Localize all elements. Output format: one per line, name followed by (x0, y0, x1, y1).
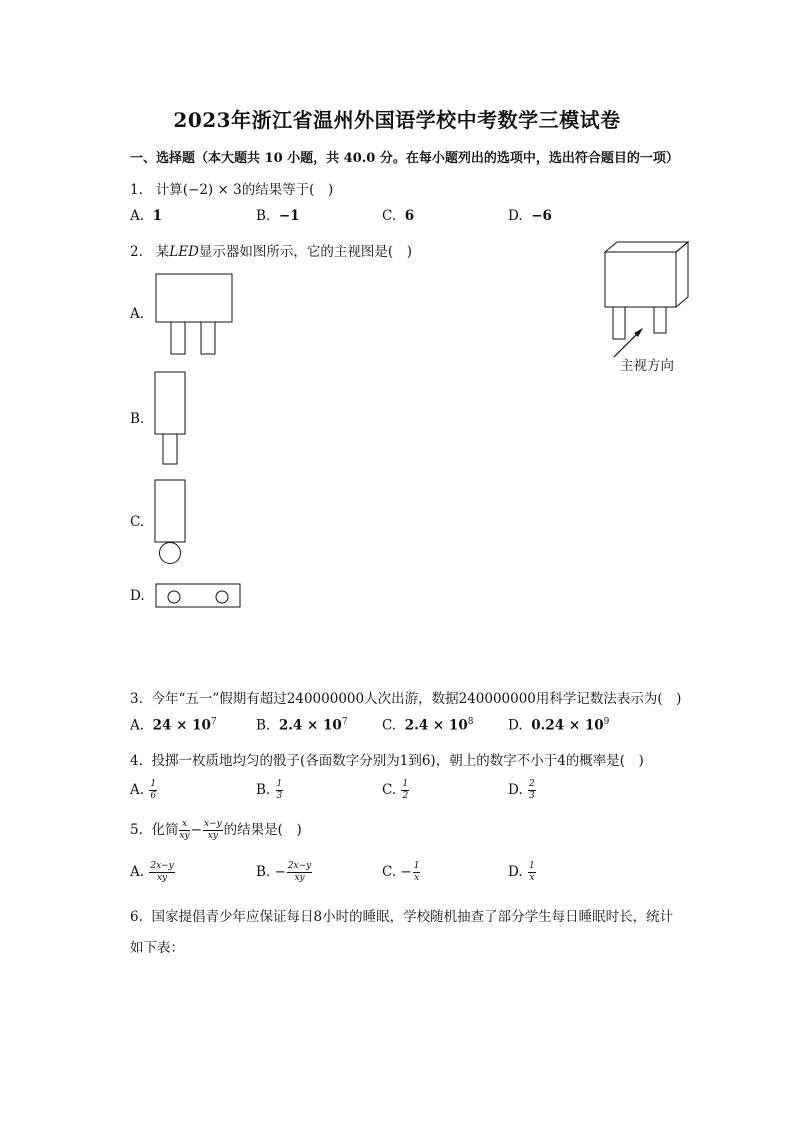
question-6-continued: 如下表： (130, 940, 184, 956)
option-d-figure (155, 583, 243, 610)
question-number: 6. (130, 909, 143, 925)
option-b[interactable]: B. $\frac{1}{3}$ (256, 779, 283, 801)
option-a[interactable]: A. 1 (130, 208, 163, 224)
question-number: 2. (130, 244, 143, 260)
option-a[interactable]: A. $\frac{2x-y}{xy}$ (130, 861, 174, 883)
option-a[interactable]: A. $\frac{1}{6}$ (130, 779, 157, 801)
option-c[interactable]: C. (130, 514, 145, 530)
option-c[interactable]: C. $\frac{1}{2}$ (382, 779, 409, 801)
option-d[interactable]: D. (130, 588, 145, 604)
option-b-figure (154, 371, 188, 466)
question-2: 2. 某LED显示器如图所示，它的主视图是( ) (130, 244, 412, 260)
question-number: 1. (130, 182, 143, 198)
question-number: 5. (130, 822, 143, 838)
page-title: 2023年浙江省温州外国语学校中考数学三模试卷 (173, 108, 621, 132)
question-3: 3. 今年“五一”假期有超过240000000人次出游，数据240000000用科学记数法表示为( ) (130, 691, 682, 707)
question-4: 4. 投掷一枚质地均匀的骰子(各面数字分别为1到6)，朝上的数字不小于4的概率是( ) (130, 753, 644, 769)
option-d[interactable]: D. $\frac{2}{3}$ (508, 779, 535, 801)
question-1: 1. 计算(−2) × 3的结果等于( ) (130, 182, 334, 198)
question-6: 6. 国家提倡青少年应保证每日8小时的睡眠，学校随机抽查了部分学生每日睡眠时长，统计 (130, 909, 674, 925)
option-b[interactable]: B. − $\frac{2x-y}{xy}$ (256, 861, 312, 883)
math-expression: (−2) × 3 (182, 182, 242, 198)
question-number: 3. (130, 691, 143, 707)
option-a-figure (155, 273, 235, 358)
option-b[interactable]: B. $2.4 \times 10^7$ (256, 717, 348, 734)
figure-caption: 主视方向 (620, 358, 674, 374)
option-c-figure (154, 479, 188, 565)
option-d[interactable]: D. $0.24 \times 10^9$ (508, 717, 610, 734)
option-a[interactable]: A. (130, 306, 145, 322)
option-c[interactable]: C. $2.4 \times 10^8$ (382, 717, 474, 734)
section-header: 一、选择题（本大题共 10 小题，共 40.0 分。在每小题列出的选项中，选出符合题目的一项） (130, 151, 679, 166)
option-d[interactable]: D. −6 (508, 208, 552, 224)
option-d[interactable]: D. $\frac{1}{x}$ (508, 861, 535, 883)
option-c[interactable]: C. 6 (382, 208, 415, 224)
option-a[interactable]: A. $24 \times 10^7$ (130, 717, 217, 734)
option-c[interactable]: C. − $\frac{1}{x}$ (382, 861, 420, 883)
option-b[interactable]: B. −1 (256, 208, 300, 224)
question-number: 4. (130, 753, 143, 769)
option-b[interactable]: B. (130, 411, 145, 427)
question-5: 5. 化简 $\frac{x}{xy}$ − $\frac{x-y}{xy}$ 的结果是( ) (130, 819, 302, 841)
